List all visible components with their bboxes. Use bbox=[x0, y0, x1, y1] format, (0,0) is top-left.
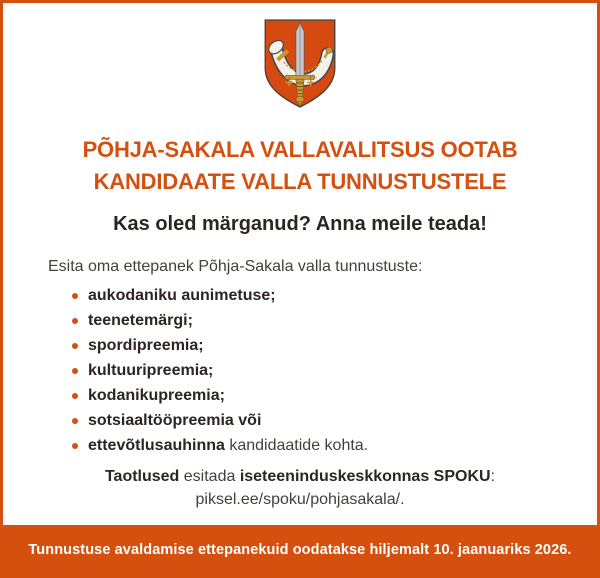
page-title-line-2: KANDIDAATE VALLA TUNNUSTUSTELE bbox=[93, 169, 507, 194]
award-name: aukodaniku aunimetuse; bbox=[88, 287, 276, 304]
award-list-item bbox=[88, 308, 597, 333]
award-list-item bbox=[88, 383, 597, 408]
apply-colon: : bbox=[490, 468, 496, 485]
page-title-line-1: PÕHJA-SAKALA VALLAVALITSUS OOTAB bbox=[82, 137, 518, 162]
award-suffix: kandidaatide kohta. bbox=[224, 437, 369, 454]
apply-bold-spoku: iseteeninduskeskkonnas SPOKU bbox=[239, 468, 491, 485]
award-name: spordipreemia; bbox=[88, 337, 204, 354]
spoku-url: piksel.ee/spoku/pohjasakala/. bbox=[195, 491, 405, 508]
award-list-item bbox=[88, 358, 597, 383]
award-list-item bbox=[88, 433, 597, 458]
award-list-item bbox=[88, 283, 597, 308]
award-name: kodanikupreemia; bbox=[88, 387, 225, 404]
award-name: sotsiaaltööpreemia või bbox=[88, 412, 262, 429]
subtitle: Kas oled märganud? Anna meile teada! bbox=[113, 213, 487, 235]
award-list-item bbox=[88, 333, 597, 358]
deadline-banner bbox=[3, 525, 597, 575]
intro-text: Esita oma ettepanek Põhja-Sakala valla tunnustuste: bbox=[48, 258, 423, 275]
award-name: kultuuripreemia; bbox=[88, 362, 214, 379]
deadline-text: Tunnustuse avaldamise ettepanekuid oodatakse hiljemalt 10. jaanuariks 2026. bbox=[28, 542, 572, 558]
award-name: ettevõtlusauhinna bbox=[88, 437, 225, 454]
apply-instructions bbox=[23, 468, 577, 486]
page-title bbox=[15, 134, 585, 198]
apply-regular: esitada bbox=[179, 468, 240, 485]
award-name: teenetemärgi; bbox=[88, 312, 193, 329]
award-list-item bbox=[88, 408, 597, 433]
pohja-sakala-coat-of-arms-icon bbox=[261, 17, 339, 110]
apply-bold-taotlused: Taotlused bbox=[104, 468, 180, 485]
award-list bbox=[3, 283, 597, 458]
